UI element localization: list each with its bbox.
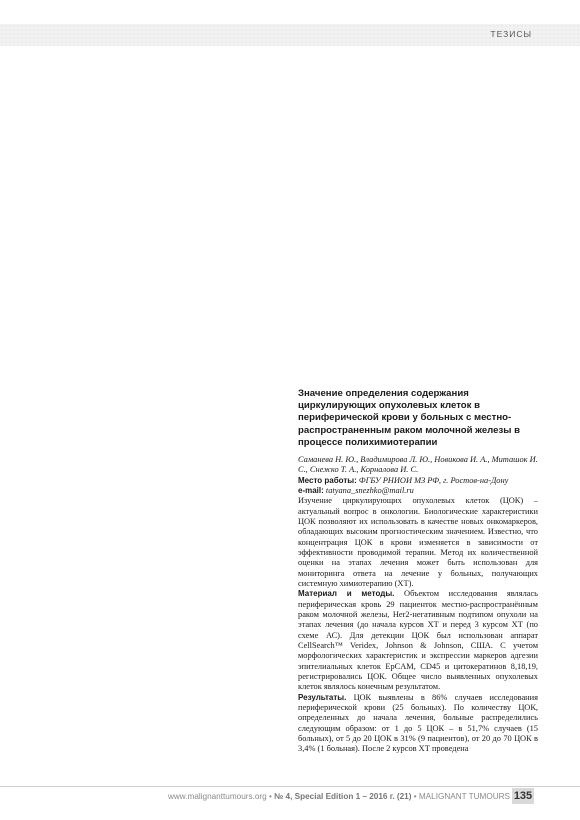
footer-citation [168,792,510,801]
page-footer [0,786,580,807]
footer-issue: № 4, Special Edition 1 – 2016 г. (21) [274,792,412,801]
methods-label: Материал и методы. [298,589,395,599]
email-line [298,486,538,496]
workplace-value: ФГБУ РНИОИ МЗ РФ, г. Ростов-на-Дону [358,475,509,485]
email-label: e-mail: [298,485,324,495]
results-text: ЦОК выявлены в 86% случаев исследования периферической крови (25 больных). По количеству ЦОК, определенных до начала лечения, больные распределились следующим образом: от 1 до 5 ЦОК – в 51,7% случаев (15 больных), от 5 до 20 ЦОК в 31% (9 пациентов), от 20 до 70 ЦОК в 3,4% (1 больная). После 2 курсов ХТ проведена [298,692,539,754]
page-number: 135 [513,790,533,802]
header-band [0,24,580,46]
methods-text: Объектом исследования являлась периферическая кровь 29 пациенток местно-распространённым раком молочной железы, Her2-негативным подтипом опухоли на этапах лечения (до начала курсов ХТ и перед 3 курсом ХТ (по схеме АС). Для детекции ЦОК был использован аппарат CellSearch™ Veridex, Johnson & Johnson, США. С учетом морфологических характеристик и экспрессии маркеров адгезии эпителиальных клеток EpCAM, CD45 и цитокератинов 8,18,19, регистрировались ЦОК. Общее число выявленных опухолевых клеток являлось конечным результатом. [298,589,538,692]
abstract-title: Значение определения содержания циркулирующих опухолевых клеток в периферической крови у больных с местно-распространенным раком молочной железы в процессе полихимиотерапии [298,388,520,448]
abstract [298,388,538,755]
email-value[interactable]: tatyana_snezhko@mail.ru [325,485,414,495]
results-label: Результаты. [298,692,347,702]
section-label: ТЕЗИСЫ [490,29,532,39]
workplace-label: Место работы: [298,475,357,485]
methods-paragraph [298,589,538,692]
intro-paragraph: Изучение циркулирующих опухолевых клеток (ЦОК) – актуальный вопрос в онкологии. Биологические характеристики ЦОК позволяют их использовать в качестве новых онкомаркеров, обладающих высоким прогностическим значением. Известно, что концентрация ЦОК в крови изменяется в зависимости от эффективности проводимой терапии. Метод их количественной оценки на этапах лечения может быть использован для мониторинга ответа на лечение у больных, получающих системную химиотерапию (ХТ). [298,496,538,588]
footer-site-link[interactable]: www.malignanttumours.org [167,792,267,801]
results-paragraph [298,693,538,755]
author-list: Саманева Н. Ю., Владимирова Л. Ю., Новикова И. А., Миташок И. С., Снежко Т. А., Корналова И. С. [298,455,538,475]
footer-separator: • [411,792,419,801]
footer-separator: • [266,792,275,801]
footer-journal: MALIGNANT TUMOURS [418,792,510,801]
workplace-line [298,476,538,486]
